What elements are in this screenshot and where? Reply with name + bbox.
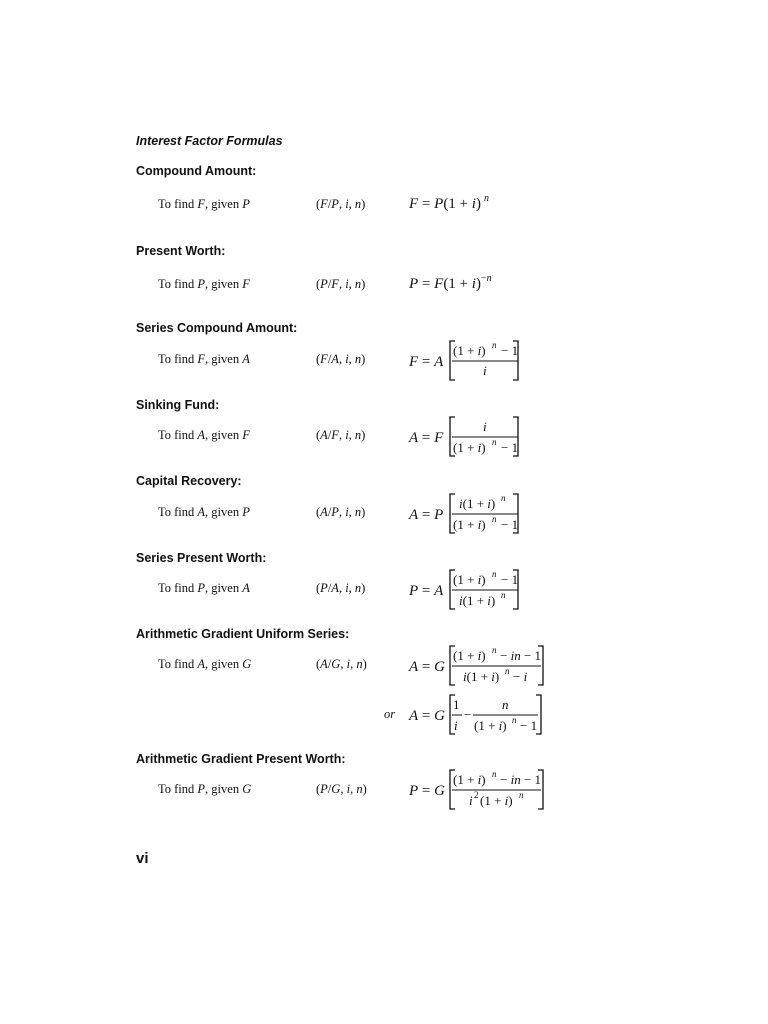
svg-text:i(1 + i): i(1 + i) <box>459 496 496 511</box>
to-find-label: To find F, given A <box>158 352 250 366</box>
factor-notation: (A/F, i, n) <box>316 428 366 442</box>
factor-notation: (A/P, i, n) <box>316 505 366 519</box>
formula-series-compound-amount <box>405 338 535 384</box>
svg-text:i: i <box>483 419 487 434</box>
svg-text:n: n <box>501 493 506 503</box>
to-find-label: To find F, given P <box>158 197 250 211</box>
svg-text:n: n <box>492 437 497 447</box>
formula-compound-amount <box>405 186 505 216</box>
factor-notation: (A/G, i, n) <box>316 657 367 671</box>
svg-text:i: i <box>469 793 473 808</box>
formula-arithmetic-gradient-present-worth <box>405 767 555 813</box>
svg-text:− in − 1: − in − 1 <box>500 648 542 663</box>
formula-sinking-fund <box>405 414 535 460</box>
svg-text:n: n <box>492 340 497 350</box>
svg-text:− 1: − 1 <box>520 718 538 733</box>
svg-text:(1 + i): (1 + i) <box>480 793 513 808</box>
svg-text:i(1 + i): i(1 + i) <box>459 593 496 608</box>
section-heading-arithmetic-gradient-uniform-series: Arithmetic Gradient Uniform Series: <box>136 627 350 641</box>
formula-arithmetic-gradient-uniform-series-alt <box>405 692 555 738</box>
formula-capital-recovery <box>405 491 535 537</box>
svg-text:− i: − i <box>513 669 528 684</box>
section-heading-compound-amount: Compound Amount: <box>136 164 257 178</box>
svg-text:− 1: − 1 <box>501 572 519 587</box>
svg-text:2: 2 <box>474 790 479 800</box>
factor-notation: (P/A, i, n) <box>316 581 366 595</box>
svg-text:(1 + i): (1 + i) <box>453 440 486 455</box>
svg-text:(1 + i): (1 + i) <box>453 772 486 787</box>
section-heading-series-present-worth: Series Present Worth: <box>136 551 267 565</box>
svg-text:n: n <box>502 697 509 712</box>
svg-text:(1 + i): (1 + i) <box>453 517 486 532</box>
svg-text:− 1: − 1 <box>501 440 519 455</box>
svg-text:−: − <box>464 707 472 722</box>
section-heading-capital-recovery: Capital Recovery: <box>136 474 242 488</box>
svg-text:(1 + i): (1 + i) <box>453 343 486 358</box>
svg-text:n: n <box>512 715 517 725</box>
svg-text:n: n <box>501 590 506 600</box>
svg-text:− 1: − 1 <box>501 517 519 532</box>
svg-text:A = G: A = G <box>409 708 445 724</box>
svg-text:(1 + i): (1 + i) <box>453 572 486 587</box>
svg-text:A = G: A = G <box>409 659 445 675</box>
svg-text:P = G: P = G <box>409 783 445 799</box>
to-find-label: To find A, given F <box>158 428 250 442</box>
svg-text:n: n <box>519 790 524 800</box>
svg-text:i: i <box>454 718 458 733</box>
svg-text:n: n <box>492 569 497 579</box>
svg-text:i(1 + i): i(1 + i) <box>463 669 500 684</box>
factor-notation: (F/A, i, n) <box>316 352 366 366</box>
svg-text:A = F: A = F <box>409 430 444 446</box>
section-heading-arithmetic-gradient-present-worth: Arithmetic Gradient Present Worth: <box>136 752 346 766</box>
svg-text:n: n <box>492 645 497 655</box>
page-title: Interest Factor Formulas <box>136 134 283 148</box>
to-find-label: To find P, given A <box>158 581 250 595</box>
page-number: vi <box>136 850 149 867</box>
svg-text:−n: −n <box>481 273 492 284</box>
to-find-label: To find P, given G <box>158 782 252 796</box>
factor-notation: (P/G, i, n) <box>316 782 367 796</box>
formula-present-worth <box>405 266 505 296</box>
svg-text:n: n <box>492 769 497 779</box>
formula-series-present-worth <box>405 567 535 613</box>
svg-text:F = A: F = A <box>409 354 444 370</box>
svg-text:− 1: − 1 <box>501 343 519 358</box>
section-heading-sinking-fund: Sinking Fund: <box>136 398 220 412</box>
formula-arithmetic-gradient-uniform-series <box>405 643 555 689</box>
factor-notation: (F/P, i, n) <box>316 197 366 211</box>
to-find-label: To find P, given F <box>158 277 250 291</box>
to-find-label: To find A, given P <box>158 505 250 519</box>
svg-text:(1 + i): (1 + i) <box>474 718 507 733</box>
svg-text:F = P(1 + i): F = P(1 + i) <box>409 196 481 212</box>
svg-text:A = P: A = P <box>409 507 444 523</box>
to-find-label: To find A, given G <box>158 657 252 671</box>
section-heading-present-worth: Present Worth: <box>136 244 226 258</box>
svg-text:n: n <box>492 514 497 524</box>
svg-text:P = F(1 + i): P = F(1 + i) <box>409 276 481 292</box>
svg-text:1: 1 <box>453 697 460 712</box>
factor-notation: (P/F, i, n) <box>316 277 366 291</box>
svg-text:n: n <box>484 193 489 204</box>
svg-text:n: n <box>505 666 510 676</box>
svg-text:i: i <box>483 363 487 378</box>
svg-text:− in − 1: − in − 1 <box>500 772 542 787</box>
section-heading-series-compound-amount: Series Compound Amount: <box>136 321 298 335</box>
svg-text:(1 + i): (1 + i) <box>453 648 486 663</box>
svg-text:P = A: P = A <box>409 583 444 599</box>
or-label: or <box>384 707 396 721</box>
